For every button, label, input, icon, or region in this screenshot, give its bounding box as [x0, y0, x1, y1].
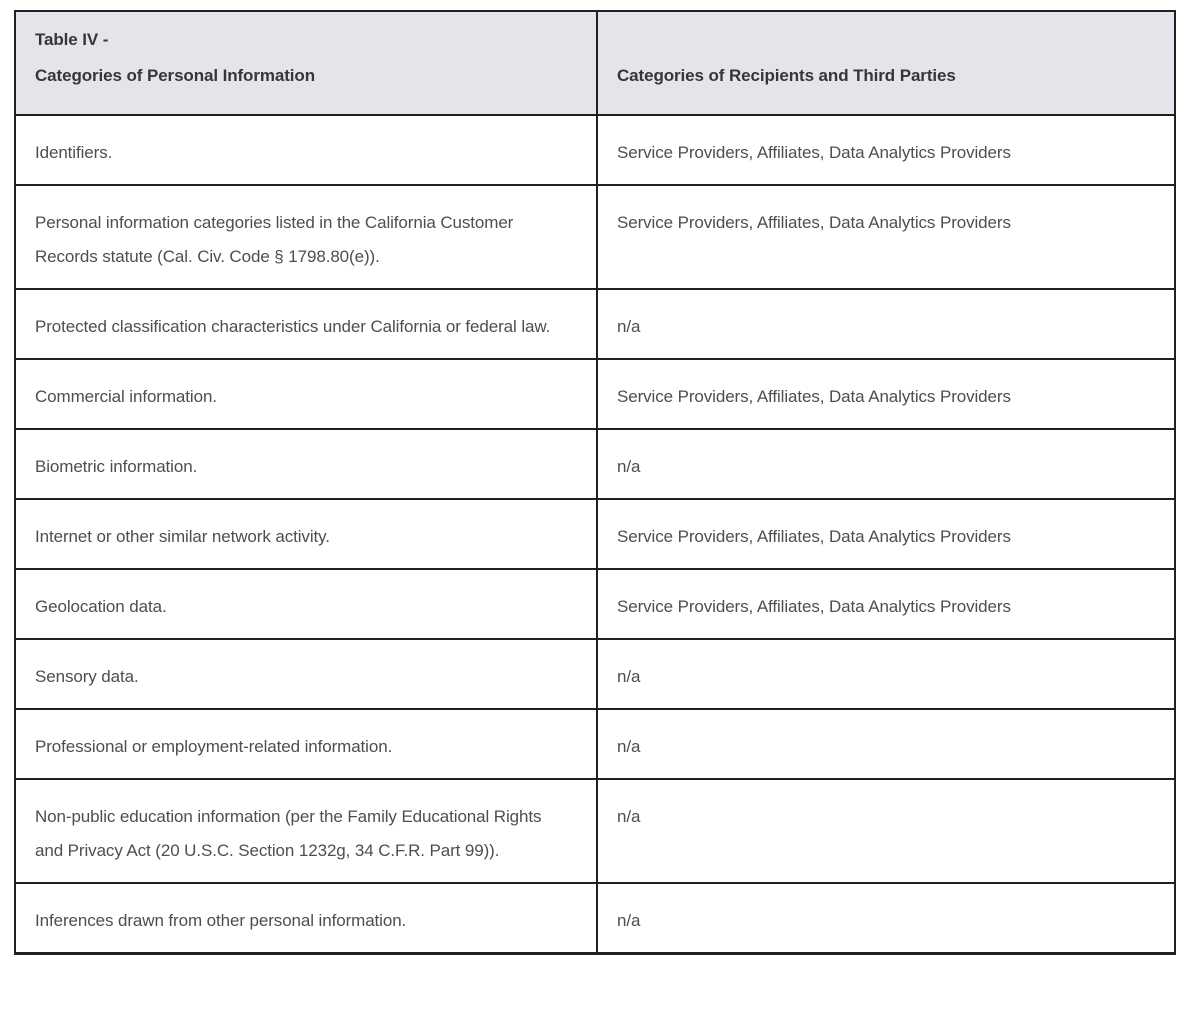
category-cell: Personal information categories listed in the California Customer Records statute (Cal. Civ. Code § 1798.80(e)).: [15, 185, 597, 289]
header-cell-recipients: Categories of Recipients and Third Parties: [597, 11, 1175, 115]
privacy-categories-table: [14, 10, 1176, 955]
recipients-cell: Service Providers, Affiliates, Data Analytics Providers: [597, 185, 1175, 289]
category-cell: Inferences drawn from other personal information.: [15, 883, 597, 954]
recipients-cell: n/a: [597, 429, 1175, 499]
category-cell: Biometric information.: [15, 429, 597, 499]
table-row: [15, 185, 1175, 289]
category-cell: Non-public education information (per the Family Educational Rights and Privacy Act (20 U.S.C. Section 1232g, 34 C.F.R. Part 99)).: [15, 779, 597, 883]
recipients-cell: n/a: [597, 883, 1175, 954]
recipients-cell: n/a: [597, 289, 1175, 359]
table-row: [15, 569, 1175, 639]
header-cell-personal-info-categories: [15, 11, 597, 115]
category-cell: Geolocation data.: [15, 569, 597, 639]
table-row: [15, 289, 1175, 359]
recipients-cell: Service Providers, Affiliates, Data Analytics Providers: [597, 115, 1175, 185]
category-cell: Professional or employment-related information.: [15, 709, 597, 779]
table-row: [15, 779, 1175, 883]
category-cell: Protected classification characteristics under California or federal law.: [15, 289, 597, 359]
header-categories-label: Categories of Personal Information: [35, 66, 315, 85]
recipients-cell: Service Providers, Affiliates, Data Analytics Providers: [597, 569, 1175, 639]
recipients-cell: n/a: [597, 639, 1175, 709]
recipients-cell: Service Providers, Affiliates, Data Analytics Providers: [597, 359, 1175, 429]
table-row: [15, 359, 1175, 429]
table-row: [15, 709, 1175, 779]
table-row: [15, 639, 1175, 709]
recipients-cell: Service Providers, Affiliates, Data Analytics Providers: [597, 499, 1175, 569]
recipients-cell: n/a: [597, 709, 1175, 779]
category-cell: Commercial information.: [15, 359, 597, 429]
table-title-line: Table IV -: [35, 30, 109, 49]
category-cell: Internet or other similar network activity.: [15, 499, 597, 569]
table-row: [15, 429, 1175, 499]
table-row: [15, 883, 1175, 954]
recipients-cell: n/a: [597, 779, 1175, 883]
category-cell: Identifiers.: [15, 115, 597, 185]
table-header-row: [15, 11, 1175, 115]
table-row: [15, 499, 1175, 569]
category-cell: Sensory data.: [15, 639, 597, 709]
table-row: [15, 115, 1175, 185]
